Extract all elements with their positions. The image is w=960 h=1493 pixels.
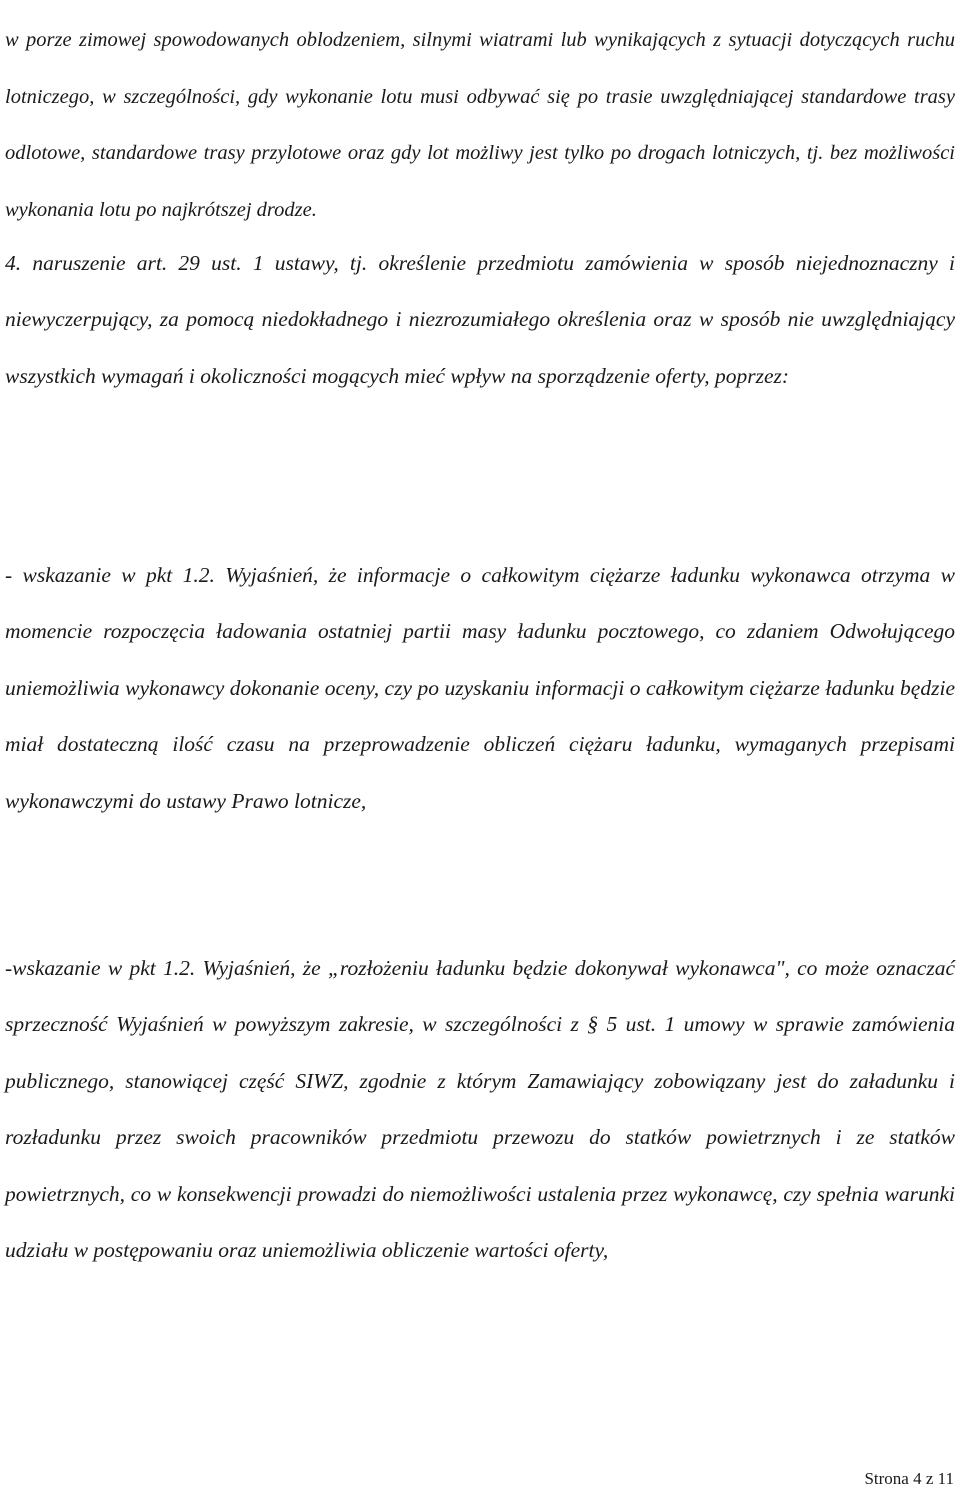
paragraph-indent-1: - wskazanie w pkt 1.2. Wyjaśnień, że informacje o całkowitym ciężarze ładunku wykonawca otrzyma w momencie rozpoczęcia ładowania ostatniej partii masy ładunku pocztowego, co zdaniem Odwołującego uniemożliwia wykonawcy dokonanie oceny, czy po uzyskaniu informacji o całkowitym ciężarze ładunku będzie miał dostateczną ilość czasu na przeprowadzenie obliczeń ciężaru ładunku, wymaganych przepisami wykonawczymi do ustawy Prawo lotnicze, (5, 563, 955, 813)
paragraph-indent-2: -wskazanie w pkt 1.2. Wyjaśnień, że „rozłożeniu ładunku będzie dokonywał wykonawca", co może oznaczać sprzeczność Wyjaśnień w powyższym zakresie, w szczególności z § 5 ust. 1 umowy w sprawie zamówienia publicznego, stanowiącej część SIWZ, zgodnie z którym Zamawiający zobowiązany jest do załadunku i rozładunku przez swoich pracowników przedmiotu przewozu do statków powietrznych i ze statków powietrznych, co w konsekwencji prowadzi do niemożliwości ustalenia przez wykonawcę, czy spełnia warunki udziału w postępowaniu oraz uniemożliwia obliczenie wartości oferty, (5, 956, 955, 1263)
paragraph-point-4: 4. naruszenie art. 29 ust. 1 ustawy, tj. określenie przedmiotu zamówienia w sposób niejednoznaczny i niewyczerpujący, za pomocą niedokładnego i niezrozumiałego określenia oraz w sposób nie uwzględniający wszystkich wymagań i okoliczności mogących mieć wpływ na sporządzenie oferty, poprzez: (5, 251, 955, 388)
paragraph-continuation: w porze zimowej spowodowanych oblodzeniem, silnymi wiatrami lub wynikających z sytuacji dotyczących ruchu lotniczego, w szczególności, gdy wykonanie lotu musi odbywać się po trasie uwzględniającej standardowe trasy odlotowe, standardowe trasy przylotowe oraz gdy lot możliwy jest tylko po drogach lotniczych, tj. bez możliwości wykonania lotu po najkrótszej drodze. (5, 29, 955, 221)
page-number-footer: Strona 4 z 11 (864, 1469, 954, 1488)
